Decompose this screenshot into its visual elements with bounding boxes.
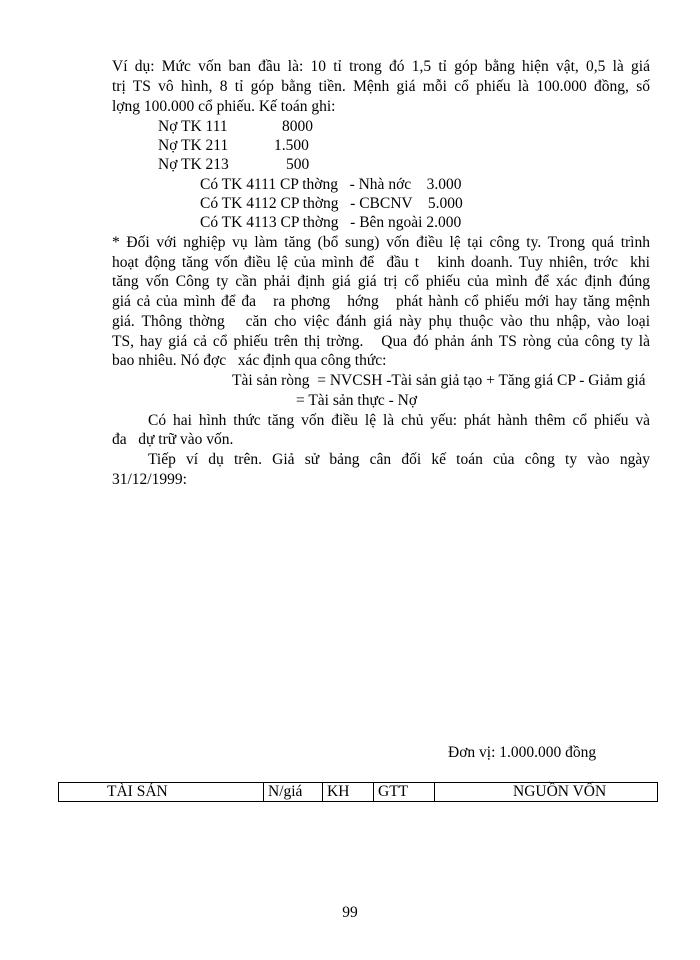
formula-line-2: = Tài sản thực - Nợ <box>296 392 418 409</box>
intro-line-3: lợng 100.000 cổ phiếu. Kế toán ghi: <box>112 98 336 115</box>
header-remaining-value: GTT <box>374 783 435 802</box>
debit-label: Nợ TK 213 <box>158 156 229 173</box>
intro-line-1: Ví dụ: Mức vốn ban đầu là: 10 tỉ trong đó 1,5 tỉ góp bằng hiện vật, 0,5 là giá <box>112 58 650 75</box>
paragraph-line: tăng vốn Công ty cần phải định giá giá trị cổ phiếu của mình để xác định đúng <box>112 273 650 290</box>
paragraph-line: Có hai hình thức tăng vốn điều lệ là chủ yếu: phát hành thêm cổ phiếu và <box>148 412 650 429</box>
paragraph-line: 31/12/1999: <box>112 471 187 488</box>
paragraph-line: đa dự trữ vào vốn. <box>112 431 234 448</box>
credit-line: Có TK 4113 CP thờng - Bên ngoài 2.000 <box>200 214 462 231</box>
paragraph-line: Tiếp ví dụ trên. Giả sử bảng cân đối kế toán của công ty vào ngày <box>148 451 650 468</box>
unit-note: Đơn vị: 1.000.000 đồng <box>448 744 597 761</box>
credit-line: Có TK 4112 CP thờng - CBCNV 5.000 <box>200 195 463 212</box>
debit-amount: 500 <box>286 156 310 173</box>
debit-label: Nợ TK 111 <box>158 118 228 135</box>
header-original-price: N/giá <box>264 783 323 802</box>
formula-line-1: Tài sản ròng = NVCSH -Tài sản giả tạo + Tăng giá CP - Giảm giá <box>232 372 646 389</box>
paragraph-line: TS, hay giá cả cổ phiếu trên thị trờng. Qua đó phản ánh TS ròng của công ty là <box>112 333 650 350</box>
paragraph-line: giá. Thông thờng căn cho việc đánh giá này phụ thuộc vào thu nhập, vào loại <box>112 313 650 330</box>
table-header-row <box>59 783 658 802</box>
paragraph-line: bao nhiêu. Nó đợc xác định qua công thức: <box>112 352 387 369</box>
credit-line: Có TK 4111 CP thờng - Nhà nớc 3.000 <box>200 176 462 193</box>
header-depreciation: KH <box>323 783 374 802</box>
page-number: 99 <box>342 904 358 921</box>
paragraph-line: hoạt động tăng vốn điều lệ của mình để đầu t kinh doanh. Tuy nhiên, trớc khi <box>112 254 650 271</box>
header-capital-sources: NGUỒN VỐN <box>435 783 658 802</box>
balance-sheet-table <box>58 782 658 802</box>
header-assets: TÀI SẢN <box>59 783 264 802</box>
debit-label: Nợ TK 211 <box>158 137 229 154</box>
debit-amount: 8000 <box>282 118 313 135</box>
paragraph-line: giá cả của mình để đa ra phơng hớng phát hành cổ phiếu mới hay tăng mệnh <box>112 293 650 310</box>
intro-line-2: trị TS vô hình, 8 tỉ góp bằng tiền. Mệnh giá mỗi cổ phiếu là 100.000 đồng, số <box>112 78 650 95</box>
debit-amount: 1.500 <box>274 137 309 154</box>
paragraph-line: * Đối với nghiệp vụ làm tăng (bổ sung) vốn điều lệ tại công ty. Trong quá trình <box>112 234 650 251</box>
